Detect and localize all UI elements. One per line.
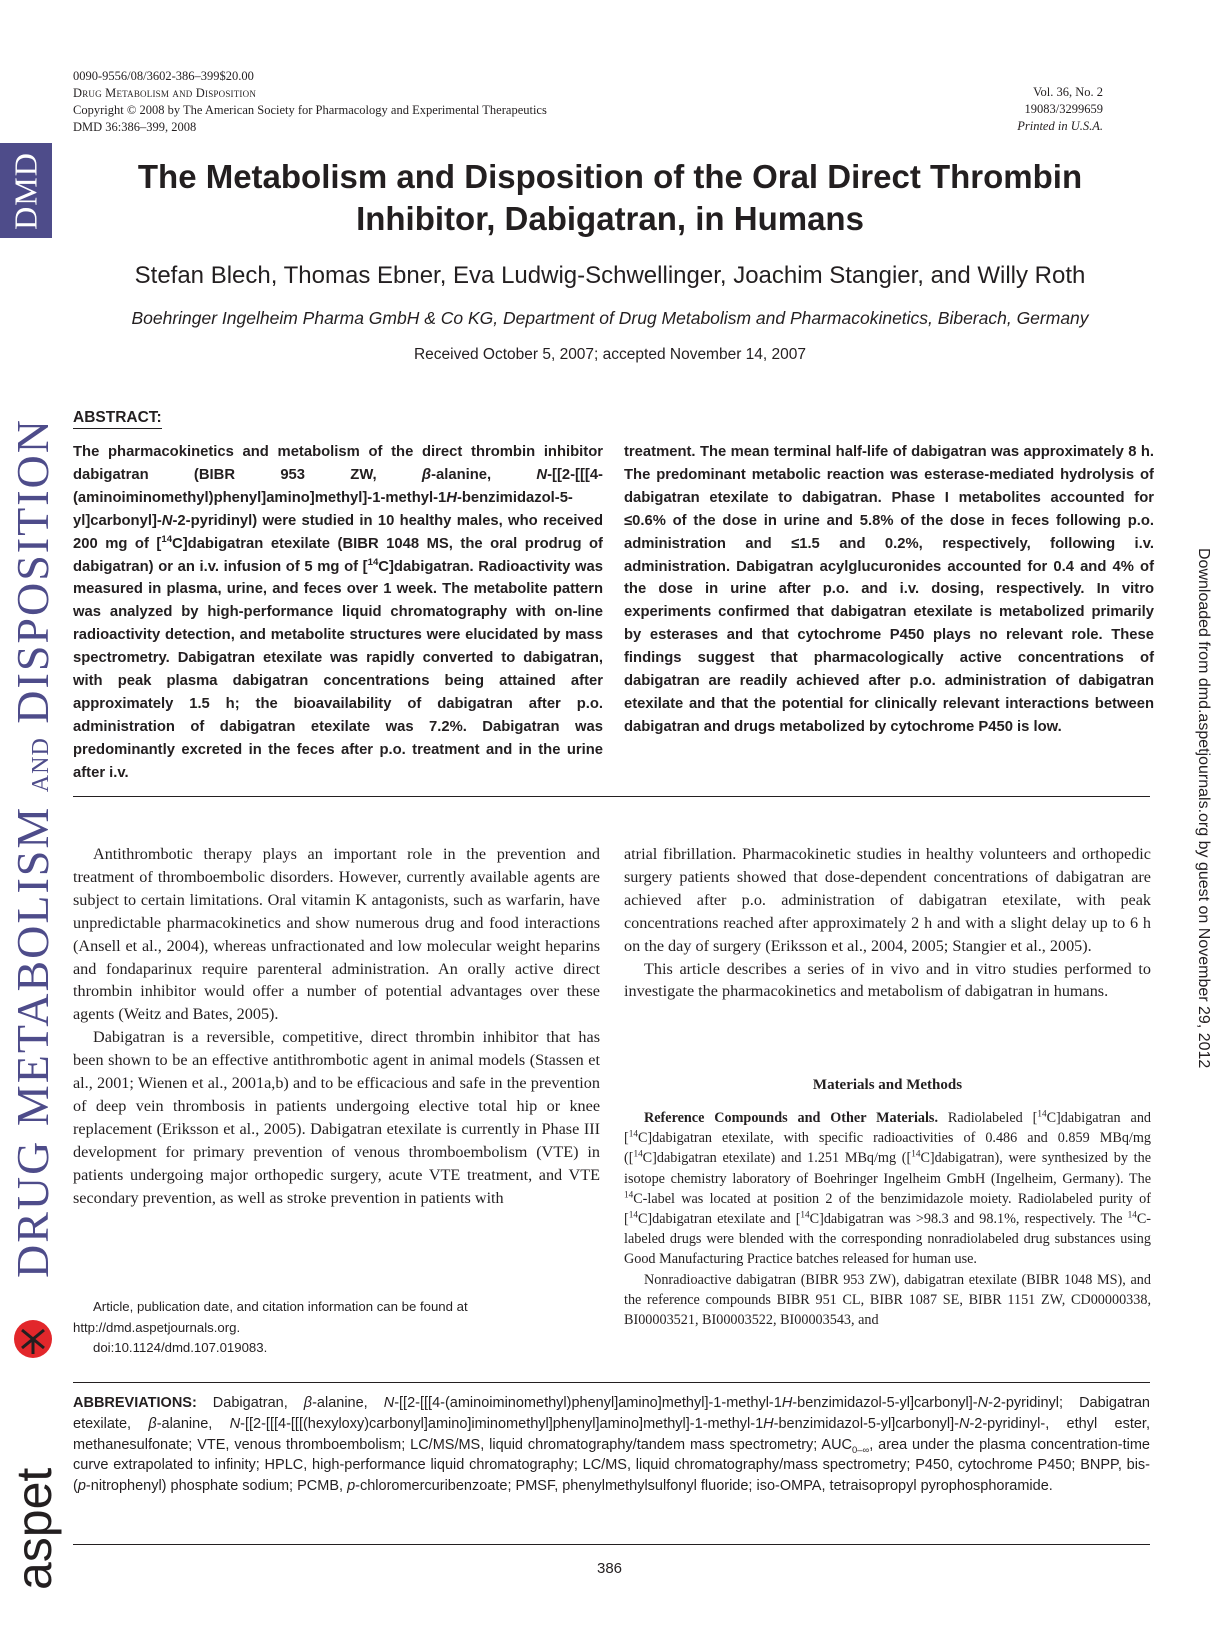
journal-name: Drug Metabolism and Disposition (73, 86, 257, 100)
journal-side-and: AND (28, 737, 54, 793)
journal-header-right (1017, 84, 1103, 135)
methods-paragraph: Nonradioactive dabigatran (BIBR 953 ZW), dabigatran etexilate (BIBR 1048 MS), and the reference compounds BIBR 951 CL, BIBR 1087 SE, BIBR 1151 ZW, CD00000338, BI00003521, BI00003522, BI00003543, and (624, 1271, 1151, 1329)
dmd-logo-text: DMD (7, 151, 44, 230)
affiliation: Boehringer Ingelheim Pharma GmbH & Co KG, Department of Drug Metabolism and Pharmacokinetics, Biberach, Germany (131, 308, 1089, 328)
abstract-divider (73, 796, 1150, 797)
download-notice: Downloaded from dmd.aspetjournals.org by guest on November 29, 2012 (1195, 548, 1212, 1069)
abstract-heading: ABSTRACT: (73, 409, 162, 429)
footer-divider (73, 1544, 1150, 1545)
citation-line: DMD 36:386–399, 2008 (73, 120, 197, 134)
journal-side-last: DISPOSITION (7, 418, 58, 724)
title-line-2: Inhibitor, Dabigatran, in Humans (356, 200, 864, 237)
body-paragraph: Dabigatran is a reversible, competitive, direct thrombin inhibitor that has been shown to be an effective antithrombotic agent in animal models (Stassen et al., 2001; Wienen et al., 2001a,b) and to be efficacious and safe in the prevention of deep vein thrombosis in patients undergoing elective total hip or knee replacement (Eriksson et al., 2005). Dabigatran etexilate is currently in Phase III development for primary prevention of venous thromboembolism (VTE) in patients undergoing major orthopedic surgery, acute VTE treatment, and VTE secondary prevention, as well as stroke prevention in patients with (73, 1028, 600, 1207)
printed-line: Printed in U.S.A. (1017, 119, 1103, 133)
journal-header-left (73, 68, 547, 136)
page-number: 386 (596, 1560, 623, 1577)
journal-side-title (6, 418, 59, 1278)
copyright-line: Copyright © 2008 by The American Society for Pharmacology and Experimental Therapeutics (73, 103, 547, 117)
title-line-1: The Metabolism and Disposition of the Oral Direct Thrombin (137, 158, 1083, 195)
abbreviations: ABBREVIATIONS: Dabigatran, β-alanine, N-[[2-[[[4-(aminoiminomethyl)phenyl]amino]methyl]-1-methyl-1H-benzimidazol-5-yl]carbonyl]-N-2-pyridinyl; Dabigatran etexilate, β-alanine, N-[[2-[[[4-[[[(hexyloxy)carbonyl]amino]iminomethyl]phenyl]amino]methyl]-1-methyl-1H-benzimidazol-5-yl]carbonyl]-N-2-pyridinyl-, ethyl ester, methanesulfonate; VTE, venous thromboembolism; LC/MS/MS, liquid chromatography/tandem mass spectrometry; $AUC_{0-\infty}$, area under the plasma concentration-time curve extrapolated to infinity; HPLC, high-performance liquid chromatography; LC/MS, liquid chromatography/mass spectrometry; P450, cytochrome P450; BNPP, bis-(p-nitrophenyl) phosphate sodium; PCMB, p-chloromercuribenzoate; PMSF, phenylmethylsulfonyl fluoride; iso-OMPA, tetraisopropyl pyrophosphoramide. (73, 1395, 1151, 1495)
article-note (73, 1297, 600, 1359)
note-doi: doi:10.1124/dmd.107.019083. (93, 1340, 268, 1355)
body-right-column (624, 843, 1151, 1003)
methods-text (624, 1108, 1151, 1330)
journal-side-first: DRUG METABOLISM (7, 805, 58, 1278)
note-line-1: Article, publication date, and citation information can be found at (93, 1299, 468, 1314)
aspet-logo-icon (12, 1318, 54, 1360)
note-url: http://dmd.aspetjournals.org. (73, 1319, 241, 1335)
methods-paragraph: Reference Compounds and Other Materials. Radiolabeled [$^{14}$C]dabigatran and [$^{14}$C]dabigatran etexilate, with specific radioactivities of 0.486 and 0.859 MBq/mg ([$^{14}$C]dabigatran etexilate) and 1.251 MBq/mg ([$^{14}$C]dabigatran), were synthesized by the isotope chemistry laboratory of Boehringer Ingelheim GmbH (Ingelheim, Germany). The $^{14}$C-label was located at position 2 of the benzimidazole moiety. Radiolabeled purity of [$^{14}$C]dabigatran etexilate and [$^{14}$C]dabigatran was >98.3 and 98.1%, respectively. The $^{14}$C-labeled drugs were blended with the corresponding nonradiolabeled drug substances using Good Manufacturing Practice batches released for human use. (624, 1108, 1152, 1268)
dmd-logo (0, 143, 52, 238)
section-heading-methods: Materials and Methods (812, 1077, 963, 1093)
author-list: Stefan Blech, Thomas Ebner, Eva Ludwig-Schwellinger, Joachim Stangier, and Willy Roth (134, 262, 1086, 289)
article-id: 19083/3299659 (1024, 102, 1103, 116)
body-left-column (73, 843, 600, 1210)
body-paragraph: atrial fibrillation. Pharmacokinetic studies in healthy volunteers and orthopedic surgery patients showed that dose-dependent concentrations of dabigatran are achieved after p.o. administration of dabigatran etexilate, with peak concentrations reached after approximately 2 h and with a slight delay up to 6 h on the day of surgery (Eriksson et al., 2004, 2005; Stangier et al., 2005). (624, 845, 1151, 955)
body-paragraph: Antithrombotic therapy plays an important role in the prevention and treatment of thromboembolic disorders. However, currently available agents are subject to certain limitations. Oral vitamin K antagonists, such as warfarin, have unpredictable pharmacokinetics and show numerous drug and food interactions (Ansell et al., 2004), whereas unfractionated and low molecular weight heparins and fondaparinux require parenteral administration. An orally active direct thrombin inhibitor would offer a number of potential advantages over these agents (Weitz and Bates, 2005). (73, 845, 600, 1024)
aspet-wordmark: aspet (6, 1467, 62, 1590)
article-title (100, 156, 1120, 240)
body-paragraph: This article describes a series of in vivo and in vitro studies performed to investigate the pharmacokinetics and metabolism of dabigatran in humans. (624, 959, 1151, 1001)
article-code: 0090-9556/08/3602-386–399$20.00 (73, 69, 254, 83)
volume-line: Vol. 36, No. 2 (1033, 85, 1103, 99)
received-dates: Received October 5, 2007; accepted November 14, 2007 (413, 346, 807, 363)
abbreviations-divider (73, 1382, 1150, 1383)
abstract-left-column: The pharmacokinetics and metabolism of the direct thrombin inhibitor dabigatran (BIBR 953 ZW, β-alanine, N-[[2-[[[4-(aminoiminomethyl)phenyl]amino]methyl]-1-methyl-1H-benzimidazol-5-yl]carbonyl]-N-2-pyridinyl) were studied in 10 healthy males, who received 200 mg of [$^{14}$C]dabigatran etexilate (BIBR 1048 MS, the oral prodrug of dabigatran) or an i.v. infusion of 5 mg of [$^{14}$C]dabigatran. Radioactivity was measured in plasma, urine, and feces over 1 week. The metabolite pattern was analyzed by high-performance liquid chromatography with on-line radioactivity detection, and metabolite structures were elucidated by mass spectrometry. Dabigatran etexilate was rapidly converted to dabigatran, with peak plasma dabigatran concentrations being attained after approximately 1.5 h; the bioavailability of dabigatran after p.o. administration of dabigatran etexilate was 7.2%. Dabigatran was predominantly excreted in the feces after p.o. treatment and in the urine after i.v. (73, 444, 603, 781)
abstract-right-column: treatment. The mean terminal half-life of dabigatran was approximately 8 h. The predominant metabolic reaction was esterase-mediated hydrolysis of dabigatran etexilate to dabigatran. Phase I metabolites accounted for ≤0.6% of the dose in urine and 5.8% of the dose in feces following p.o. administration and ≤1.5 and 0.2%, respectively, following i.v. administration. Dabigatran acylglucuronides accounted for 0.4 and 4% of the dose in urine after p.o. and i.v. dosing, respectively. In vitro experiments confirmed that dabigatran etexilate is metabolized primarily by esterases and that cytochrome P450 plays no relevant role. These findings suggest that pharmacologically active concentrations of dabigatran are readily achieved after p.o. administration of dabigatran etexilate and that the potential for clinically relevant interactions between dabigatran and drugs metabolized by cytochrome P450 is low. (624, 444, 1154, 735)
